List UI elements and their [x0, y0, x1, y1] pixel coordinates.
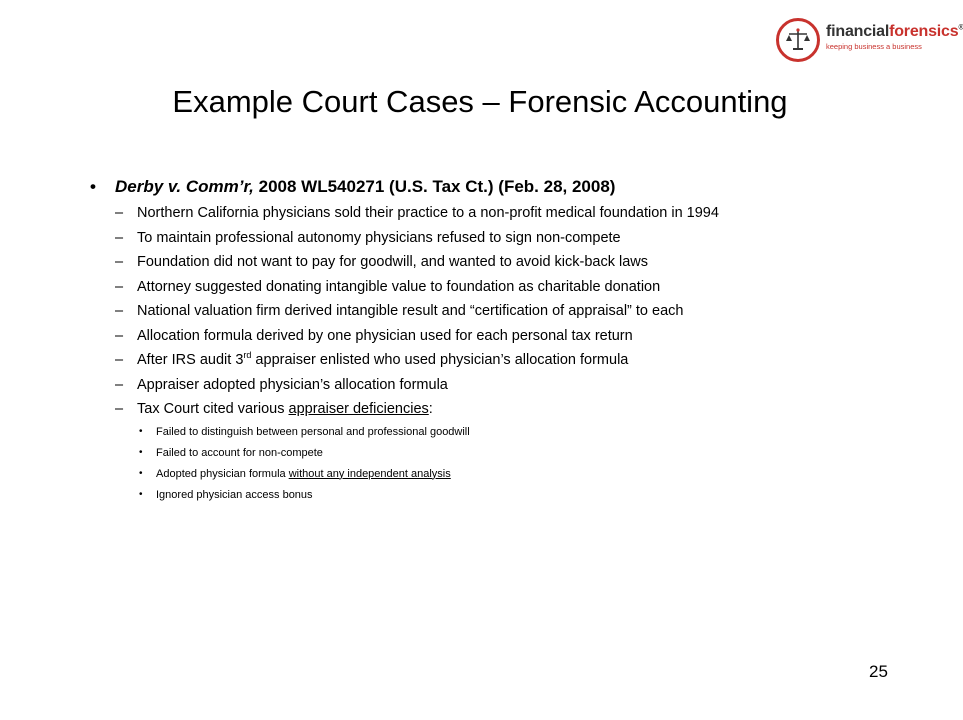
financial-forensics-logo	[776, 18, 963, 66]
page-number: 25	[869, 662, 888, 681]
case-name: Derby v. Comm’r,	[115, 177, 254, 196]
case-point: – Allocation formula derived by one physician used for each personal tax return	[115, 327, 633, 344]
logo-wordmark: financialforensics®	[826, 23, 963, 40]
slide-body	[90, 176, 910, 509]
case-citation: 2008 WL540271 (U.S. Tax Ct.) (Feb. 28, 2008)	[253, 177, 616, 196]
underlined-text: without any independent analysis	[288, 467, 451, 480]
bullet: •	[90, 177, 96, 196]
case-point: – National valuation firm derived intangible result and “certification of appraisal” to each	[115, 303, 684, 319]
case-heading	[90, 176, 910, 198]
deficiency-item: • Failed to account for non-compete	[139, 446, 323, 459]
underlined-text: appraiser deficiencies	[288, 401, 429, 417]
deficiency-item: • Adopted physician formula without any independent analysis	[139, 467, 451, 480]
case-point: – Northern California physicians sold their practice to a non-profit medical foundation in 1994	[115, 205, 719, 221]
case-point-tax-court: – Tax Court cited various appraiser deficiencies:	[115, 401, 433, 417]
scales-of-justice-icon	[776, 18, 820, 62]
deficiency-item: • Failed to distinguish between personal and professional goodwill	[139, 425, 470, 438]
logo-tagline: keeping business a business	[826, 42, 922, 51]
case-point: – Foundation did not want to pay for goodwill, and wanted to avoid kick-back laws	[115, 254, 649, 270]
case-point: – To maintain professional autonomy physicians refused to sign non-compete	[115, 229, 621, 246]
case-point: – Appraiser adopted physician’s allocation formula	[115, 376, 448, 393]
deficiency-item: • Ignored physician access bonus	[139, 488, 313, 501]
case-point-irs-audit: – After IRS audit 3rd appraiser enlisted who used physician’s allocation formula	[115, 350, 629, 368]
case-point: – Attorney suggested donating intangible value to foundation as charitable donation	[115, 278, 661, 295]
slide-title: Example Court Cases – Forensic Accounting	[172, 84, 788, 119]
